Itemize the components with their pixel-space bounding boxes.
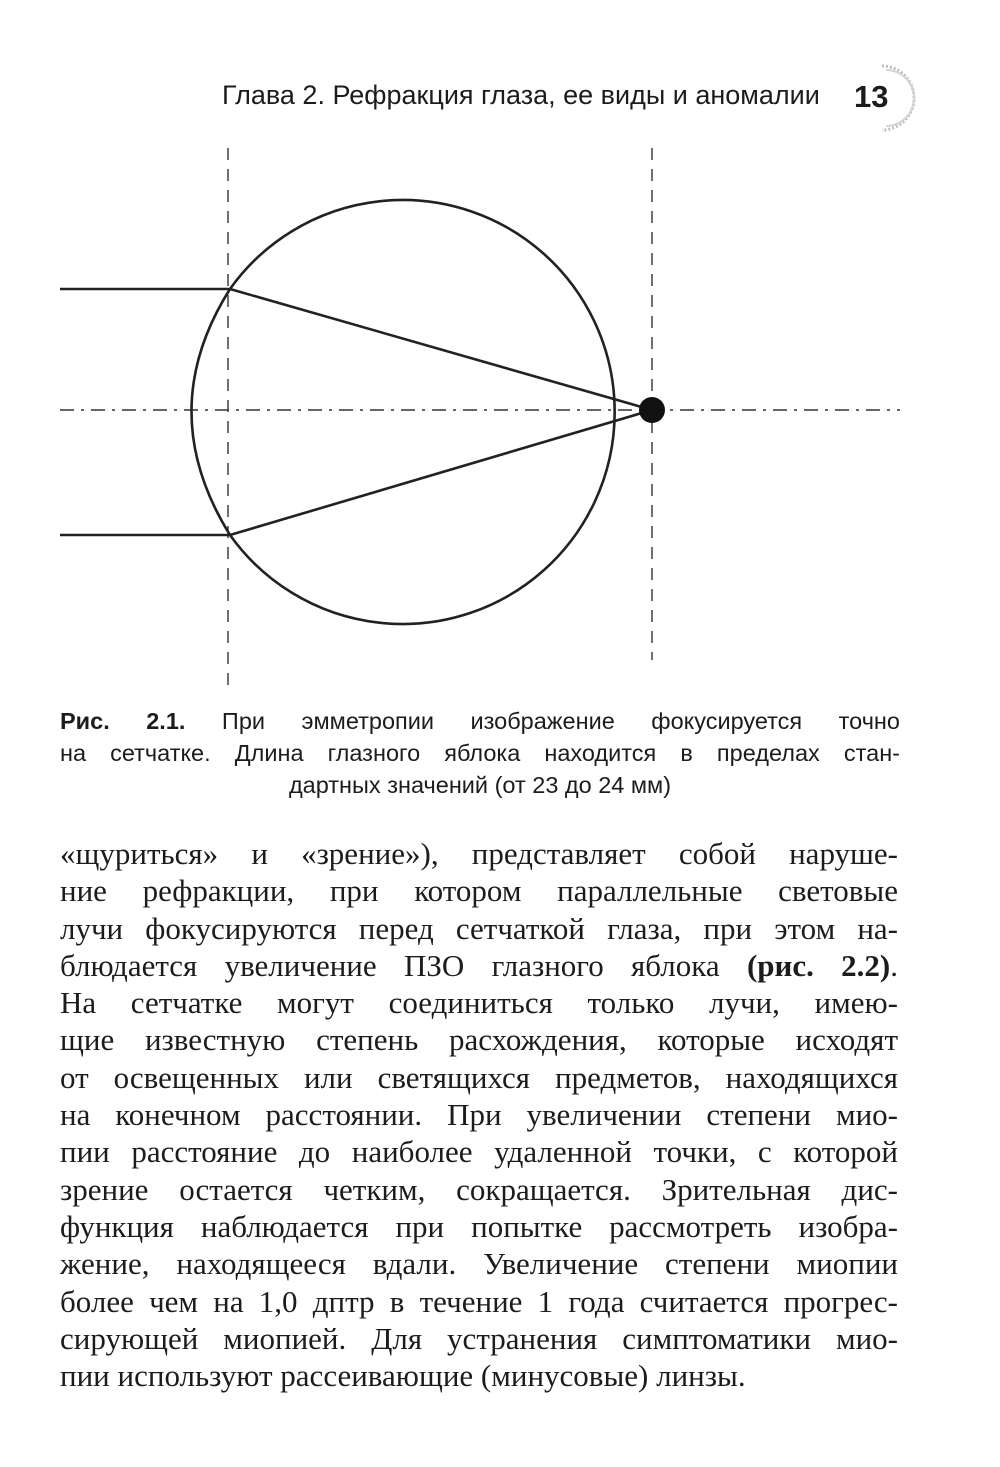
text-line: от освещенных или светящихся предметов, находящихся [60,1059,898,1095]
focal-point [639,397,665,423]
text-line: ние рефракции, при котором параллельные световые [60,873,898,909]
text-segment: . [890,947,899,983]
figure-reference: (рис. 2.2) [746,947,891,983]
text-line [60,947,898,984]
body-paragraph [60,835,898,1394]
text-line: зрение остается четким, сокращается. Зрительная дис- [60,1171,898,1207]
cornea-outline [192,289,231,535]
text-line: пии расстояние до наиболее удаленной точки, с которой [60,1134,898,1170]
caption-line: дартных значений (от 23 до 24 мм) [288,772,672,798]
text-line: щие известную степень расхождения, которые исходят [60,1022,898,1058]
text-line: на конечном расстоянии. При увеличении степени мио- [60,1097,898,1133]
chapter-header-title: Глава 2. Рефракция глаза, ее виды и аномалии [222,80,820,110]
text-line: «щуриться» и «зрение»), представляет собой наруше- [60,836,898,871]
text-line: более чем на 1,0 дптр в течение 1 года считается прогрес- [60,1283,898,1319]
figure-caption [60,705,900,801]
text-line: жение, находящееся вдали. Увеличение степени миопии [60,1246,898,1282]
text-line: функция наблюдается при попытке рассмотреть изобра- [60,1208,898,1244]
text-segment: блюдается увеличение ПЗО глазного яблока [60,947,747,983]
refracted-ray-top [230,289,652,410]
emmetropia-eye-diagram [0,0,1000,700]
caption-text: При эмметропии изображение фокусируется точно [185,708,900,734]
caption-line: на сетчатке. Длина глазного яблока находится в пределах стан- [60,740,900,766]
text-line: лучи фокусируются перед сетчаткой глаза, при этом на- [60,910,898,946]
text-line: пии используют рассеивающие (минусовые) линзы. [60,1358,746,1394]
text-line: На сетчатке могут соединиться только лучи, имею- [60,985,898,1021]
caption-label: Рис. 2.1. [60,708,186,734]
eyeball-outline [230,200,615,624]
text-line: сирующей миопией. Для устранения симптоматики мио- [60,1320,898,1356]
caption-line [60,705,900,737]
page-number: 13 [854,79,889,114]
